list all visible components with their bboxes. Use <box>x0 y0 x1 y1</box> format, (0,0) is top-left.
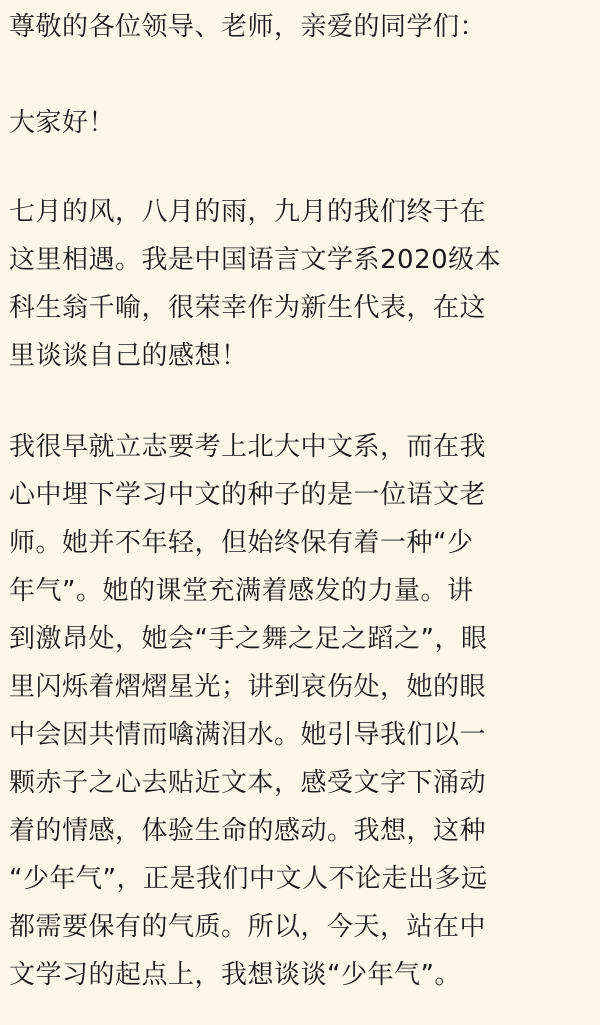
paragraph2-line: 我很早就立志要考上北大中文系，而在我 <box>9 432 487 462</box>
paragraph2-line: 里闪烁着熠熠星光；讲到哀伤处，她的眼 <box>9 672 487 702</box>
paragraph2-line: 颗赤子之心去贴近文本，感受文字下涌动 <box>9 768 487 798</box>
paragraph2-line: 师。她并不年轻，但始终保有着一种“少 <box>9 528 474 558</box>
paragraph2-line: 文学习的起点上，我想谈谈“少年气”。 <box>9 960 461 990</box>
paragraph2-line: 中会因共情而噙满泪水。她引导我们以一 <box>9 720 487 750</box>
paragraph2-line: 到激昂处，她会“手之舞之足之蹈之”，眼 <box>9 624 488 654</box>
salutation-line: 尊敬的各位领导、老师，亲爱的同学们： <box>9 12 487 42</box>
paragraph1-line: 这里相遇。我是中国语言文学系2020级本 <box>9 245 502 275</box>
paragraph2-line: 着的情感，体验生命的感动。我想，这种 <box>9 816 487 846</box>
paragraph2-line: 都需要保有的气质。所以，今天，站在中 <box>9 912 487 942</box>
paragraph1-line: 里谈谈自己的感想！ <box>9 341 248 371</box>
paragraph1-line: 七月的风，八月的雨，九月的我们终于在 <box>9 197 487 227</box>
paragraph2-line: 年气”。她的课堂充满着感发的力量。讲 <box>9 576 474 606</box>
greeting-line: 大家好！ <box>9 108 116 138</box>
paragraph2-line: “少年气”，正是我们中文人不论走出多远 <box>9 864 488 894</box>
paragraph1-line: 科生翁千喻，很荣幸作为新生代表，在这 <box>9 293 487 323</box>
paragraph2-line: 心中埋下学习中文的种子的是一位语文老 <box>9 480 487 510</box>
